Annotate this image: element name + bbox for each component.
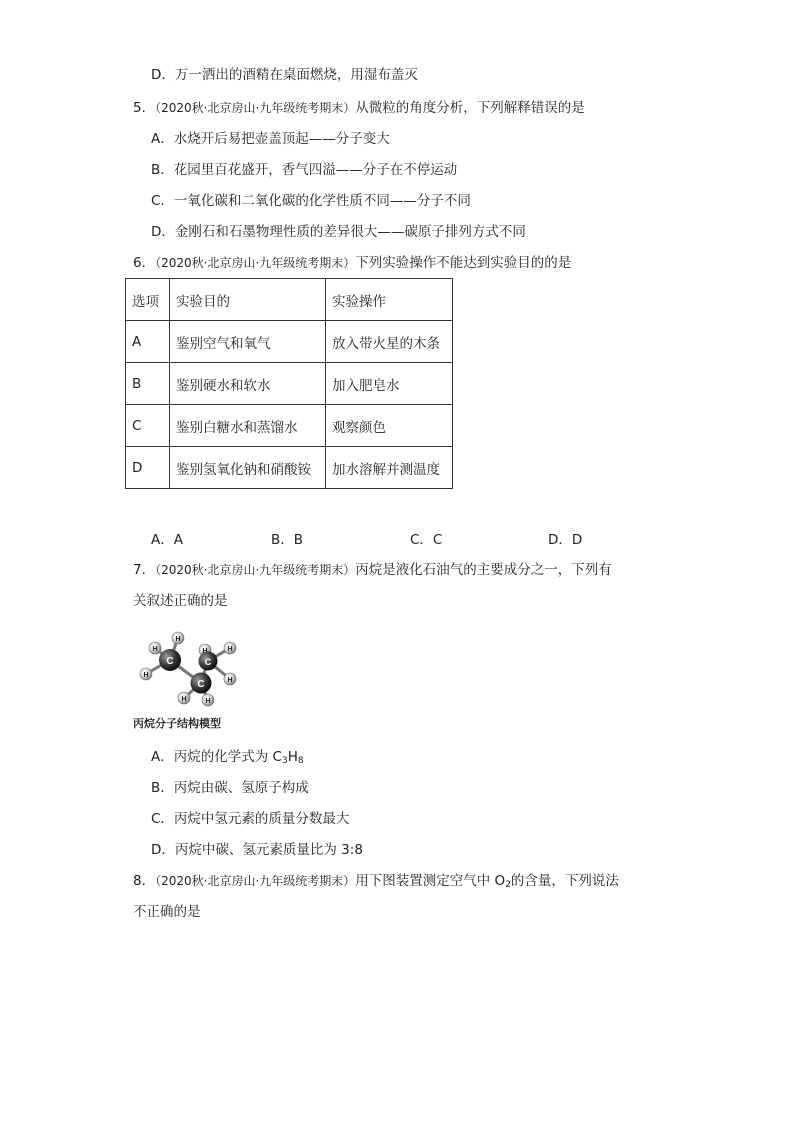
- q6-answer-c: C．C: [410, 532, 443, 548]
- question-8-stem: [133, 872, 619, 894]
- atom-label-h: H: [227, 646, 233, 653]
- experiment-table: [125, 278, 453, 489]
- subscript: 8: [297, 756, 304, 766]
- atom-label-c: C: [166, 656, 174, 667]
- table-cell: C: [126, 405, 170, 447]
- question-text: 用下图装置测定空气中 O: [355, 873, 506, 889]
- question-text: 下列实验操作不能达到实验目的的是: [355, 255, 572, 271]
- q7-option-c: C．丙烷中氢元素的质量分数最大: [151, 811, 350, 827]
- option-text: A．丙烷的化学式为 C: [151, 749, 282, 765]
- q5-option-c: C．一氧化碳和二氧化碳的化学性质不同——分子不同: [151, 193, 471, 209]
- question-5-stem: [133, 99, 585, 117]
- subscript: 2: [505, 880, 511, 890]
- table-row: [126, 447, 453, 489]
- atom-label-h: H: [181, 696, 187, 703]
- question-text: 丙烷是液化石油气的主要成分之一，下列有: [355, 562, 612, 578]
- question-source: （2020秋·北京房山·九年级统考期末）: [155, 256, 356, 270]
- question-number: 6．: [133, 255, 156, 271]
- figure-caption: 丙烷分子结构模型: [133, 717, 221, 730]
- table-header-cell: 选项: [126, 279, 170, 321]
- table-cell: 观察颜色: [326, 405, 453, 447]
- atom-label-h: H: [175, 636, 181, 643]
- q4-option-d: D．万一洒出的酒精在桌面燃烧，用湿布盖灭: [151, 67, 418, 83]
- table-header-cell: 实验操作: [326, 279, 453, 321]
- table-row: [126, 321, 453, 363]
- question-number: 5．: [133, 100, 156, 116]
- question-source: （2020秋·北京房山·九年级统考期末）: [155, 874, 356, 888]
- atom-label-c: C: [197, 679, 205, 690]
- table-header-row: [126, 279, 453, 321]
- table-header-cell: 实验目的: [170, 279, 326, 321]
- question-source: （2020秋·北京房山·九年级统考期末）: [155, 101, 356, 115]
- atom-label-h: H: [143, 672, 149, 679]
- q5-option-a: A．水烧开后易把壶盖顶起——分子变大: [151, 131, 390, 147]
- table-cell: 鉴别空气和氧气: [170, 321, 326, 363]
- q5-option-d: D．金刚石和石墨物理性质的差异很大——碳原子排列方式不同: [151, 224, 526, 240]
- table-cell: 放入带火星的木条: [326, 321, 453, 363]
- table-cell: 加入肥皂水: [326, 363, 453, 405]
- atom-label-h: H: [227, 677, 233, 684]
- question-7-stem: [133, 561, 612, 579]
- question-7-stem-continued: 关叙述正确的是: [133, 593, 228, 609]
- atom-label-h: H: [152, 646, 158, 653]
- table-cell: A: [126, 321, 170, 363]
- question-8-stem-continued: 不正确的是: [133, 904, 201, 920]
- atom-label-c: C: [204, 657, 212, 667]
- option-text: H: [287, 749, 298, 765]
- q7-option-b: B．丙烷由碳、氢原子构成: [151, 780, 309, 796]
- table-row: [126, 363, 453, 405]
- subscript: 3: [281, 756, 288, 766]
- atom-label-h: H: [205, 698, 211, 705]
- question-number: 7．: [133, 562, 156, 578]
- question-text: 的含量，下列说法: [510, 873, 619, 889]
- table-cell: 鉴别氢氧化钠和硝酸铵: [170, 447, 326, 489]
- q7-option-d: D．丙烷中碳、氢元素质量比为 3:8: [151, 842, 363, 858]
- question-6-stem: [133, 254, 571, 272]
- question-source: （2020秋·北京房山·九年级统考期末）: [155, 563, 356, 577]
- table-cell: B: [126, 363, 170, 405]
- table-row: [126, 405, 453, 447]
- q6-answer-b: B．B: [271, 532, 304, 548]
- propane-molecule-model: [130, 628, 242, 708]
- table-cell: 加水溶解并测温度: [326, 447, 453, 489]
- question-text: 从微粒的角度分析，下列解释错误的是: [355, 100, 585, 116]
- table-cell: D: [126, 447, 170, 489]
- q6-answer-a: A．A: [151, 532, 183, 548]
- q6-answer-d: D．D: [548, 532, 583, 548]
- atom-label-h: H: [202, 648, 208, 655]
- table-cell: 鉴别硬水和软水: [170, 363, 326, 405]
- table-cell: 鉴别白糖水和蒸馏水: [170, 405, 326, 447]
- question-number: 8．: [133, 873, 156, 889]
- q5-option-b: B．花园里百花盛开，香气四溢——分子在不停运动: [151, 162, 458, 178]
- q7-option-a: [151, 748, 304, 770]
